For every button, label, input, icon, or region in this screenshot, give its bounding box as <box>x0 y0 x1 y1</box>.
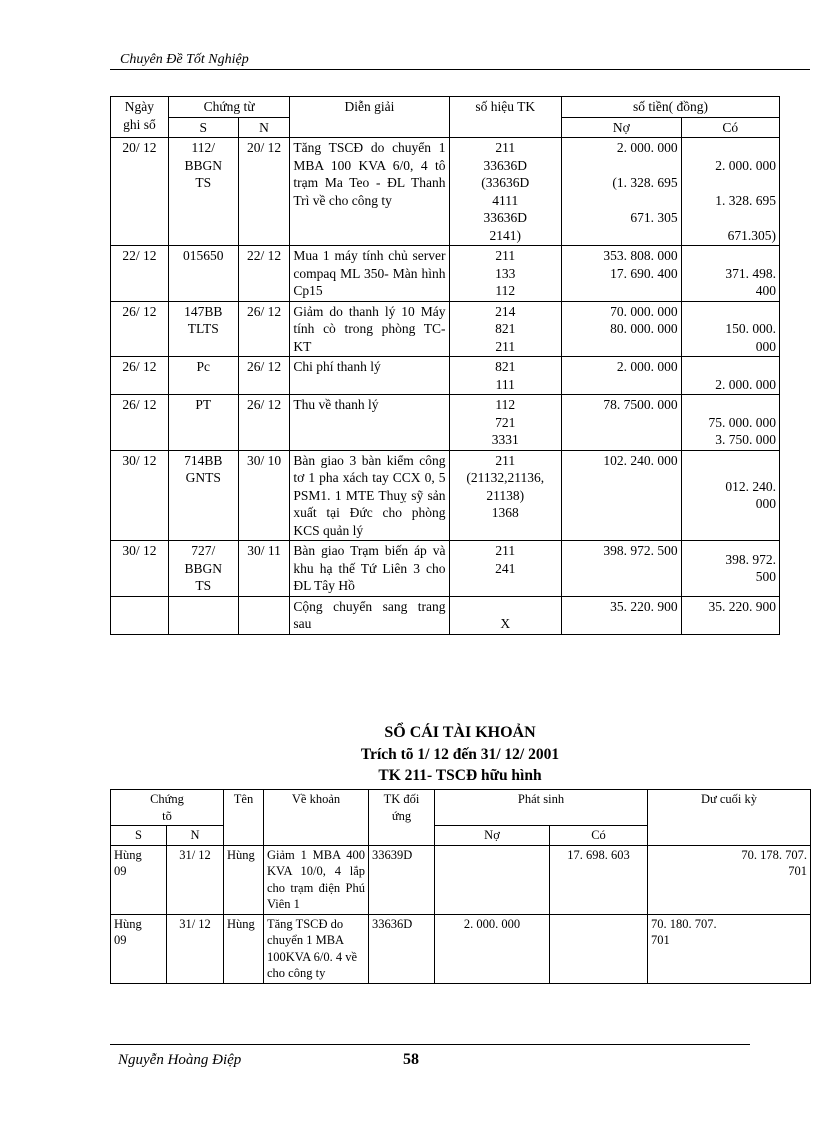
col-header-date: Ngày ghi sổ <box>111 97 169 138</box>
cell-description: Mua 1 máy tính chủ server compaq ML 350- Màn hình Cp15 <box>290 246 449 302</box>
cell-name: Hùng <box>224 845 264 914</box>
col-header-description: Diễn giải <box>290 97 449 138</box>
cell-account: 112 721 3331 <box>449 395 562 451</box>
cell-date: 30/ 12 <box>111 541 169 597</box>
cell-debit <box>435 845 550 914</box>
cell-debit: 2. 000. 000 <box>435 914 550 983</box>
cell-voucher-s: PT <box>168 395 238 451</box>
cell-balance: 70. 180. 707. 701 <box>648 914 811 983</box>
cell-voucher-s: 727/ BBGN TS <box>168 541 238 597</box>
cell-credit: 012. 240. 000 <box>681 450 779 541</box>
cell-voucher-n <box>238 596 290 634</box>
cell-voucher-n: 31/ 12 <box>167 914 224 983</box>
cell-voucher-s: 714BB GNTS <box>168 450 238 541</box>
cell-description: Tăng TSCĐ do chuyển 1 MBA 100 KVA 6/0, 4 tô trạm Ma Teo - ĐL Thanh Trì về cho công ty <box>290 138 449 246</box>
cell-date: 20/ 12 <box>111 138 169 246</box>
col-header-voucher: Chứng từ <box>168 97 290 118</box>
col-header-credit: Có <box>681 117 779 138</box>
cell-description: Bàn giao Trạm biến áp và khu hạ thế Tứ Liên 3 cho ĐL Tây Hồ <box>290 541 449 597</box>
table-row <box>111 914 811 983</box>
cell-account: 211 (21132,21136, 21138) 1368 <box>449 450 562 541</box>
cell-date: 26/ 12 <box>111 301 169 357</box>
col-header-debit: Nợ <box>435 826 550 846</box>
cell-date: 30/ 12 <box>111 450 169 541</box>
col-header-debit: Nợ <box>562 117 682 138</box>
ledger-title: SỔ CÁI TÀI KHOẢN <box>384 724 536 741</box>
col-header-n: N <box>167 826 224 846</box>
cell-voucher-n: 30/ 10 <box>238 450 290 541</box>
cell-date: 26/ 12 <box>111 395 169 451</box>
cell-debit: 2. 000. 000 <box>562 357 682 395</box>
cell-credit: 17. 698. 603 <box>550 845 648 914</box>
cell-description: Bàn giao 3 bàn kiểm công tơ 1 pha xách tay CCX 0, 5 PSM1. 1 MTE Thuỵ sỹ sản xuất tại Đức cho phòng KCS quản lý <box>290 450 449 541</box>
col-header-n: N <box>238 117 290 138</box>
cell-voucher-s: 147BB TLTS <box>168 301 238 357</box>
cell-item: Tăng TSCĐ do chuyển 1 MBA 100KVA 6/0. 4 về cho công ty <box>264 914 369 983</box>
table-row <box>111 541 780 597</box>
cell-credit: 371. 498. 400 <box>681 246 779 302</box>
cell-voucher-s: Hùng 09 <box>111 914 167 983</box>
col-header-s: S <box>111 826 167 846</box>
col-header-contra-account: TK đối ứng <box>369 790 435 846</box>
col-header-name: Tên <box>224 790 264 846</box>
cell-balance: 70. 178. 707. 701 <box>648 845 811 914</box>
cell-voucher-n: 26/ 12 <box>238 357 290 395</box>
cell-description: Cộng chuyển sang trang sau <box>290 596 449 634</box>
cell-description: Giảm do thanh lý 10 Máy tính cò trong phòng TC- KT <box>290 301 449 357</box>
cell-voucher-s: Hùng 09 <box>111 845 167 914</box>
cell-description: Chi phí thanh lý <box>290 357 449 395</box>
table-header-row <box>111 790 811 826</box>
col-header-s: S <box>168 117 238 138</box>
cell-description: Thu về thanh lý <box>290 395 449 451</box>
ledger-account: TK 211- TSCĐ hữu hình <box>378 767 542 784</box>
cell-credit: 75. 000. 000 3. 750. 000 <box>681 395 779 451</box>
table-row <box>111 450 780 541</box>
cell-debit: 398. 972. 500 <box>562 541 682 597</box>
cell-debit: 2. 000. 000 (1. 328. 695 671. 305 <box>562 138 682 246</box>
cell-account: X <box>449 596 562 634</box>
footer-rule <box>110 1044 750 1045</box>
journal-table <box>110 96 780 635</box>
table-row <box>111 357 780 395</box>
page-number: 58 <box>403 1051 419 1068</box>
col-header-amount: số tiền( đồng) <box>562 97 780 118</box>
cell-name: Hùng <box>224 914 264 983</box>
cell-account: 211 33636D (33636D 4111 33636D 2141) <box>449 138 562 246</box>
cell-voucher-n: 30/ 11 <box>238 541 290 597</box>
cell-credit: 2. 000. 000 1. 328. 695 671.305) <box>681 138 779 246</box>
table-row <box>111 138 780 246</box>
cell-credit <box>550 914 648 983</box>
cell-debit: 102. 240. 000 <box>562 450 682 541</box>
cell-date <box>111 596 169 634</box>
cell-contra-account: 33636D <box>369 914 435 983</box>
col-header-account: số hiệu TK <box>449 97 562 138</box>
col-header-voucher: Chứng tõ <box>111 790 224 826</box>
table-header-row <box>111 97 780 118</box>
cell-account: 211 241 <box>449 541 562 597</box>
cell-voucher-s: 112/ BBGN TS <box>168 138 238 246</box>
cell-voucher-s <box>168 596 238 634</box>
cell-debit: 78. 7500. 000 <box>562 395 682 451</box>
cell-credit: 35. 220. 900 <box>681 596 779 634</box>
table-row <box>111 845 811 914</box>
col-header-balance: Dư cuối kỳ <box>648 790 811 846</box>
cell-account: 211 133 112 <box>449 246 562 302</box>
table-row <box>111 395 780 451</box>
table-row <box>111 246 780 302</box>
col-header-item: Về khoản <box>264 790 369 846</box>
cell-voucher-n: 22/ 12 <box>238 246 290 302</box>
cell-item: Giảm 1 MBA 400 KVA 10/0, 4 lắp cho trạm điện Phú Viên 1 <box>264 845 369 914</box>
header-rule <box>110 69 810 70</box>
col-header-credit: Có <box>550 826 648 846</box>
cell-credit: 150. 000. 000 <box>681 301 779 357</box>
table-row-total <box>111 596 780 634</box>
cell-voucher-s: Pc <box>168 357 238 395</box>
cell-voucher-n: 31/ 12 <box>167 845 224 914</box>
author-name: Nguyễn Hoàng Điệp <box>118 1052 242 1068</box>
cell-voucher-n: 26/ 12 <box>238 301 290 357</box>
ledger-table <box>110 789 811 984</box>
table-row <box>111 301 780 357</box>
cell-account: 214 821 211 <box>449 301 562 357</box>
cell-credit: 2. 000. 000 <box>681 357 779 395</box>
cell-voucher-s: 015650 <box>168 246 238 302</box>
cell-voucher-n: 26/ 12 <box>238 395 290 451</box>
running-header: Chuyên Đề Tốt Nghiệp <box>120 52 249 67</box>
cell-debit: 353. 808. 000 17. 690. 400 <box>562 246 682 302</box>
cell-contra-account: 33639D <box>369 845 435 914</box>
cell-date: 22/ 12 <box>111 246 169 302</box>
cell-date: 26/ 12 <box>111 357 169 395</box>
col-header-arising: Phát sinh <box>435 790 648 826</box>
cell-account: 821 111 <box>449 357 562 395</box>
cell-debit: 70. 000. 000 80. 000. 000 <box>562 301 682 357</box>
cell-voucher-n: 20/ 12 <box>238 138 290 246</box>
cell-credit: 398. 972. 500 <box>681 541 779 597</box>
ledger-period: Trích tõ 1/ 12 đến 31/ 12/ 2001 <box>360 746 560 763</box>
cell-debit: 35. 220. 900 <box>562 596 682 634</box>
